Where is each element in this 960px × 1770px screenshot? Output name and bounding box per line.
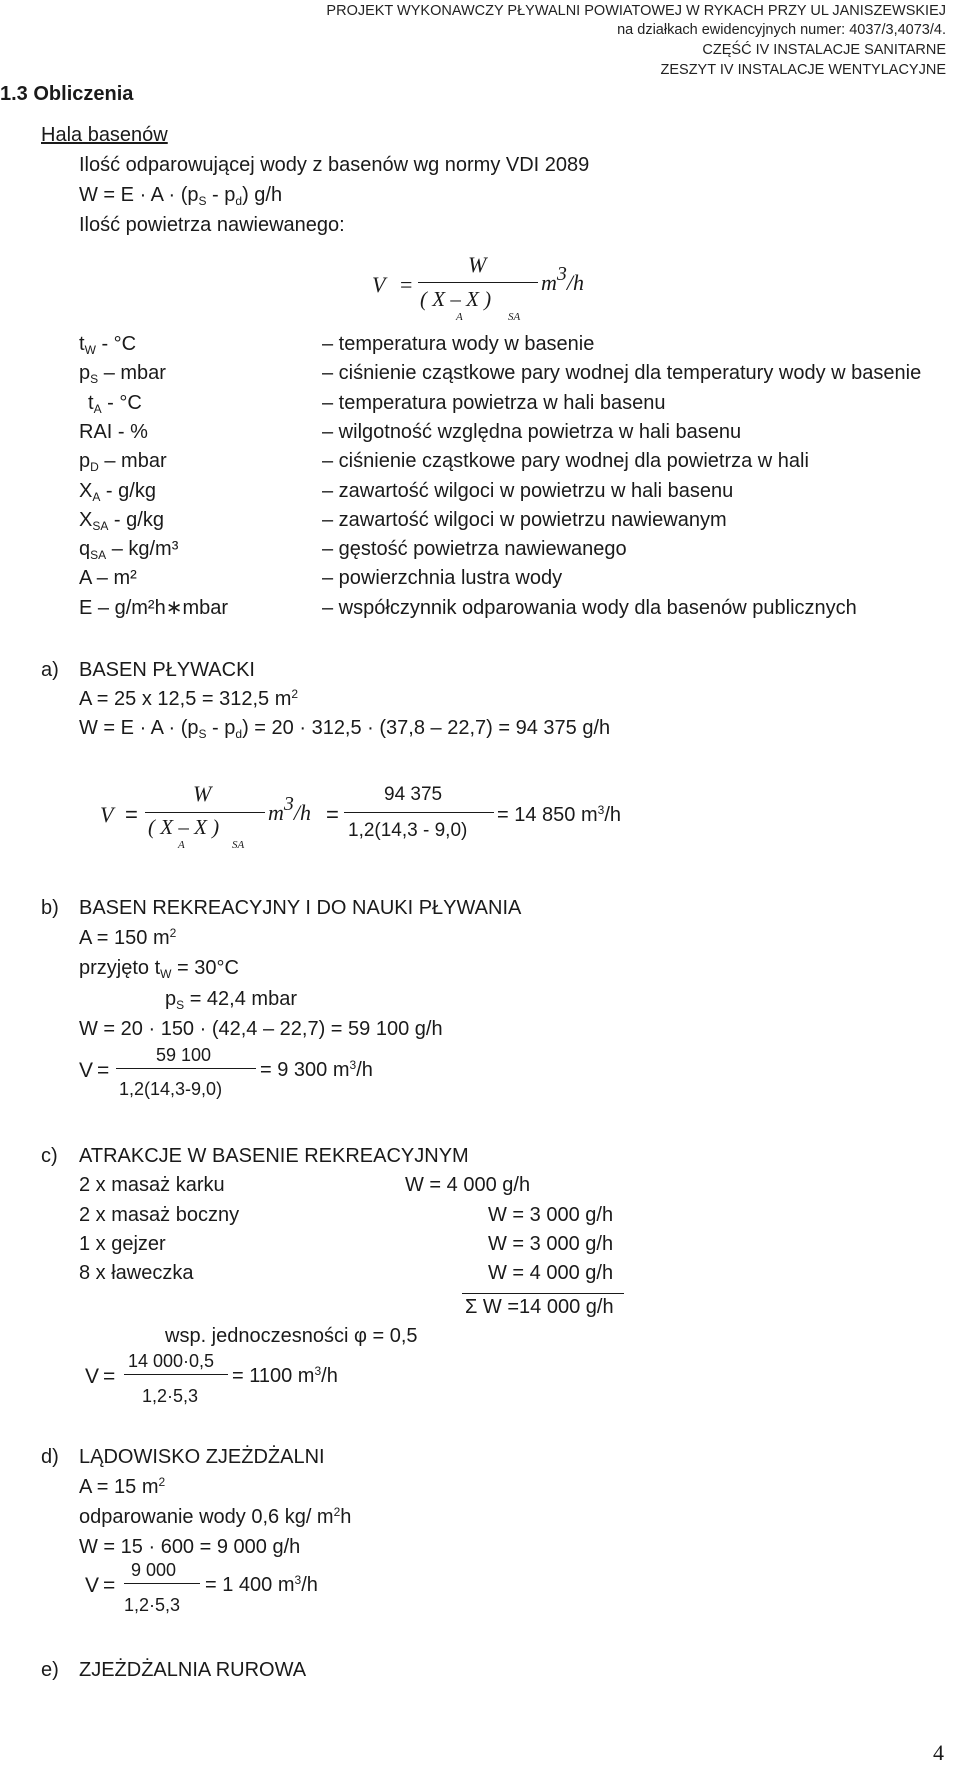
intro-line: Ilość odparowującej wody z basenów wg normy VDI 2089 bbox=[79, 154, 590, 176]
item-d-numerator: 9 000 bbox=[131, 1560, 177, 1580]
item-d-result: = 1 400 $m^3/h$ bbox=[205, 1573, 318, 1596]
item-a-result: = 14 850 $m^3/h$ bbox=[497, 803, 621, 826]
item-b-title: BASEN REKREACYJNY I DO NAUKI PŁYWANIA bbox=[79, 897, 522, 919]
legend-symbol: $q_{SA} - kg/m^3$ bbox=[79, 538, 179, 562]
item-c-numerator: 14 000·0,5 bbox=[128, 1351, 215, 1371]
item-b-numerator: 59 100 bbox=[156, 1045, 212, 1065]
item-c-sum: Σ W =14 000 g/h bbox=[465, 1296, 614, 1318]
item-b-ps: $p_S = 42,4$ mbar bbox=[165, 988, 297, 1012]
legend-description: – temperatura powietrza w hali basenu bbox=[322, 392, 666, 414]
legend-description: – gęstość powietrza nawiewanego bbox=[322, 538, 627, 560]
item-c-result: = 1100 $m^3/h$ bbox=[232, 1364, 338, 1387]
item-a-area: A = 25 x 12,5 = 312,5 $m^2$ bbox=[79, 687, 299, 710]
legend-symbol: $p_S$ – mbar bbox=[79, 362, 166, 386]
item-a-numerator: 94 375 bbox=[384, 784, 443, 805]
item-e-title: ZJEŻDŻALNIA RUROWA bbox=[79, 1659, 307, 1681]
legend-description: – ciśnienie cząstkowe pary wodnej dla temperatury wody w basenie bbox=[322, 362, 922, 384]
attraction-name: 2 x masaż boczny bbox=[79, 1204, 240, 1226]
item-c-label: c) bbox=[41, 1145, 58, 1167]
header-line-4: ZESZYT IV INSTALACJE WENTYLACYJNE bbox=[660, 62, 946, 78]
page-number: 4 bbox=[933, 1740, 944, 1765]
header-line-3: CZĘŚĆ IV INSTALACJE SANITARNE bbox=[702, 42, 946, 58]
item-b-result: = 9 300 $m^3/h$ bbox=[260, 1058, 373, 1081]
attraction-value: W = 3 000 g/h bbox=[488, 1204, 614, 1226]
item-a-denominator: 1,2(14,3 - 9,0) bbox=[348, 820, 468, 841]
section-title: 1.3 Obliczenia bbox=[0, 83, 134, 105]
item-b-w: W = 20 · 150 · (42,4 – 22,7) = 59 100 g/h bbox=[79, 1018, 443, 1040]
item-d-title: LĄDOWISKO ZJEŻDŻALNI bbox=[79, 1446, 325, 1468]
item-d-evap: odparowanie wody 0,6 kg/ $m^2h$ bbox=[79, 1505, 352, 1528]
legend-description: – temperatura wody w basenie bbox=[322, 333, 595, 355]
header-line-2: na działkach ewidencyjnych numer: 4037/3,4073/4. bbox=[617, 22, 946, 38]
item-b-area: A = 150 $m^2$ bbox=[79, 926, 177, 949]
legend-symbol: $t_W - ^\circ C$ bbox=[79, 333, 137, 357]
legend-description: – zawartość wilgoci w powietrzu w hali basenu bbox=[322, 480, 734, 502]
attraction-name: 8 x ławeczka bbox=[79, 1262, 194, 1284]
item-b-tw: przyjęto $t_W = 30^\circ C$ bbox=[79, 957, 239, 981]
item-e-label: e) bbox=[41, 1659, 59, 1681]
item-c-phi: wsp. jednoczesności φ = 0,5 bbox=[165, 1325, 418, 1347]
section-subtitle: Hala basenów bbox=[41, 124, 168, 146]
item-d-w: W = 15 · 600 = 9 000 g/h bbox=[79, 1536, 301, 1558]
header-line-1: PROJEKT WYKONAWCZY PŁYWALNI POWIATOWEJ W RYKACH PRZY UL JANISZEWSKIEJ bbox=[326, 3, 946, 19]
legend-symbol: $t_A - ^\circ C$ bbox=[88, 392, 142, 416]
evaporation-formula: $W = E \cdot A \cdot (p_S - p_d)$ g/h bbox=[79, 184, 283, 208]
legend-description: – zawartość wilgoci w powietrzu nawiewanym bbox=[322, 509, 727, 531]
item-d-area: A = 15 $m^2$ bbox=[79, 1475, 166, 1498]
legend-symbol: $p_D$ – mbar bbox=[79, 450, 167, 474]
item-b-denominator: 1,2(14,3-9,0) bbox=[119, 1079, 223, 1099]
legend-description: – współczynnik odparowania wody dla basenów publicznych bbox=[322, 597, 857, 619]
air-volume-intro: Ilość powietrza nawiewanego: bbox=[79, 214, 345, 236]
item-a-w: $W = E \cdot A \cdot (p_S - p_d) = 20 \cdot 312,5 \cdot (37,8 - 22,7) = 94$ 375 g/h bbox=[79, 717, 611, 741]
item-d-denominator: 1,2·5,3 bbox=[124, 1595, 181, 1615]
legend-symbol: $X_{SA} - g/kg$ bbox=[79, 509, 164, 533]
legend-description: – ciśnienie cząstkowe pary wodnej dla powietrza w hali bbox=[322, 450, 809, 472]
item-a-title: BASEN PŁYWACKI bbox=[79, 659, 255, 681]
item-b-label: b) bbox=[41, 897, 59, 919]
legend-description: – powierzchnia lustra wody bbox=[322, 567, 563, 589]
legend-symbol: A – m² bbox=[79, 567, 137, 589]
attraction-name: 2 x masaż karku bbox=[79, 1174, 225, 1196]
legend-symbol: E – g/m²h∗mbar bbox=[79, 597, 229, 619]
item-c-denominator: 1,2·5,3 bbox=[142, 1386, 199, 1406]
attraction-name: 1 x gejzer bbox=[79, 1233, 166, 1255]
attraction-value: W = 3 000 g/h bbox=[488, 1233, 614, 1255]
attraction-value: W = 4 000 g/h bbox=[488, 1262, 614, 1284]
item-a-label: a) bbox=[41, 659, 59, 681]
legend-symbol: RAI - % bbox=[79, 421, 148, 443]
legend-description: – wilgotność względna powietrza w hali basenu bbox=[322, 421, 742, 443]
item-d-label: d) bbox=[41, 1446, 59, 1468]
legend-symbol: $X_A - g/kg$ bbox=[79, 480, 156, 504]
attraction-value: W = 4 000 g/h bbox=[405, 1174, 531, 1196]
item-c-title: ATRAKCJE W BASENIE REKREACYJNYM bbox=[79, 1145, 469, 1167]
sum-line bbox=[462, 1293, 624, 1294]
